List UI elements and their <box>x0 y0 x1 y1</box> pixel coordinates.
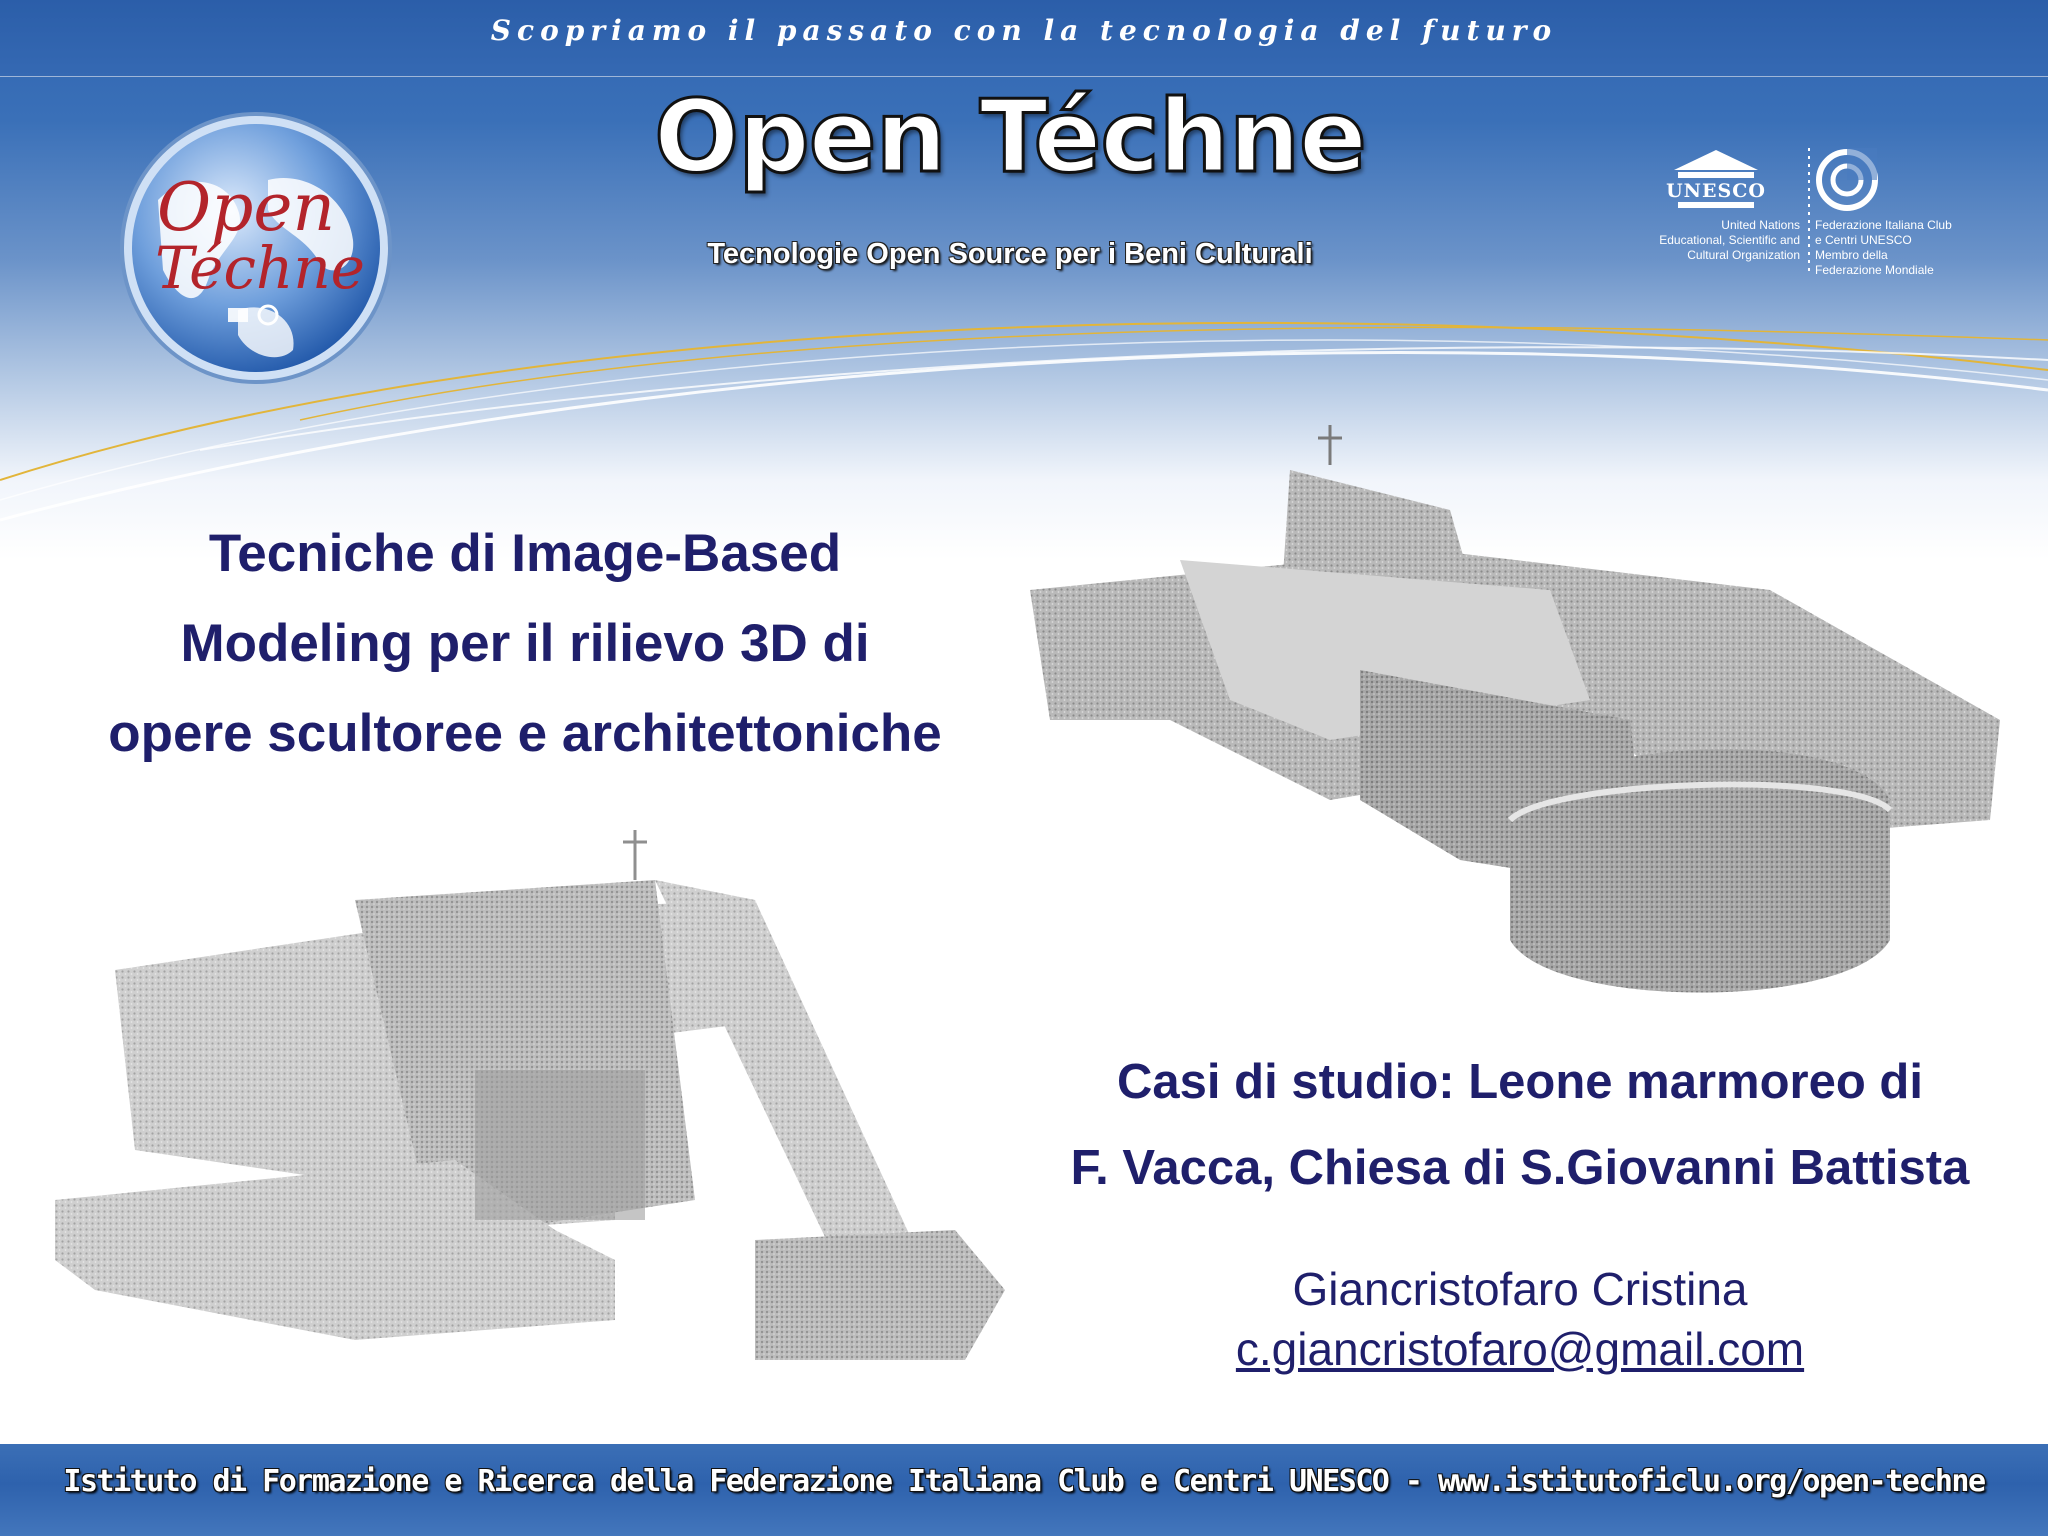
main-title-line-2: Modeling per il rilievo 3D di <box>180 614 870 673</box>
page-title: Open Téchne <box>654 78 1366 195</box>
main-title-line-1: Tecniche di Image-Based <box>208 524 842 583</box>
tagline: Scopriamo il passato con la tecnologia del futuro <box>490 14 1558 47</box>
logo-text-line2: Téchne <box>154 234 366 302</box>
federation-name-text: Federazione Italiana Club e Centri UNESCO Membro della Federazione Mondiale <box>1815 218 1952 277</box>
unesco-name-text: United Nations Educational, Scientific and Cultural Organization <box>1659 218 1800 262</box>
pointcloud-church-top-view <box>1030 420 2010 1000</box>
unesco-wordmark: UNESCO <box>1666 180 1766 202</box>
case-study-line-1: Casi di studio: Leone marmoreo di <box>1117 1055 1923 1109</box>
logo-text-line1: Open <box>157 169 335 246</box>
open-techne-globe-logo <box>118 110 394 386</box>
email-line <box>1080 1322 1960 1376</box>
unesco-temple-icon <box>1666 150 1766 208</box>
pointcloud-church-side-view <box>55 820 1015 1380</box>
main-title-line-3: opere scultoree e architettoniche <box>108 704 942 763</box>
case-study-line-2: F. Vacca, Chiesa di S.Giovanni Battista <box>1070 1141 1970 1195</box>
ficlu-spiral-icon <box>1819 148 1877 208</box>
page-subtitle: Tecnologie Open Source per i Beni Culturali <box>707 238 1313 270</box>
author-name: Giancristofaro Cristina <box>1292 1263 1748 1315</box>
footer-text: Istituto di Formazione e Ricerca della Federazione Italiana Club e Centri UNESCO - www.istitutoficlu.org/open-techne <box>63 1464 1985 1499</box>
author-email-link[interactable]: c.giancristofaro@gmail.com <box>1235 1323 1805 1375</box>
